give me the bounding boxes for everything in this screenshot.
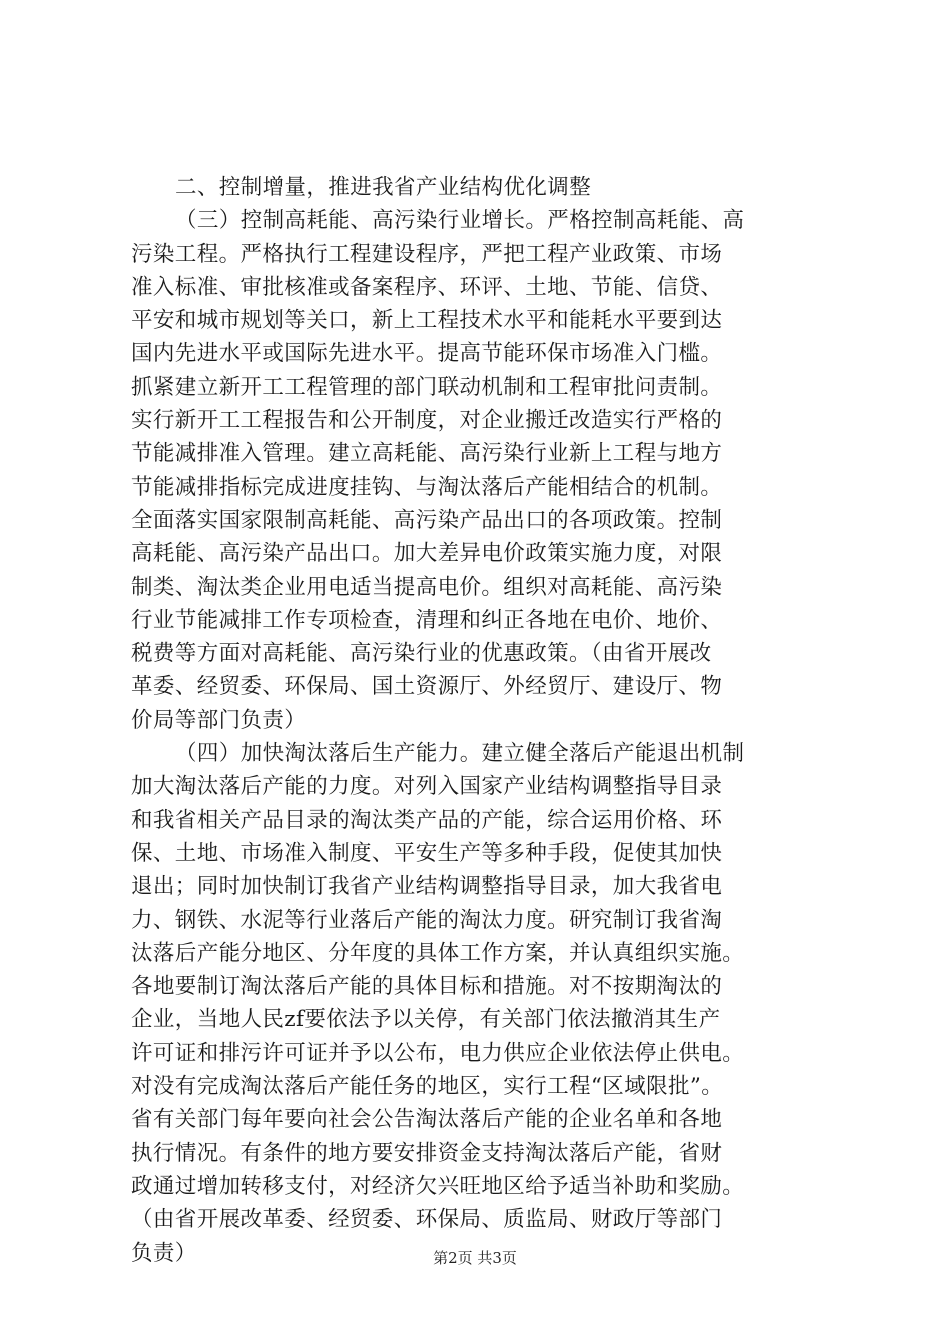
- paragraph-3-line: 全面落实国家限制高耗能、高污染产品出口的各项政策。控制: [131, 507, 723, 533]
- paragraph-4-line: 企业，当地人民zf要依法予以关停，有关部门依法撤消其生产: [131, 1007, 721, 1033]
- section-heading: 二、控制增量，推进我省产业结构优化调整: [175, 175, 592, 200]
- paragraph-3-line: 高耗能、高污染产品出口。加大差异电价政策实施力度，对限: [131, 541, 723, 567]
- paragraph-4-line: 执行情况。有条件的地方要安排资金支持淘汰落后产能，省财: [131, 1140, 723, 1166]
- paragraph-4-line: 政通过增加转移支付，对经济欠兴旺地区给予适当补助和奖励。: [131, 1173, 745, 1199]
- page-footer: 第2页 共3页: [433, 1249, 517, 1267]
- paragraph-3-line: 价局等部门负责）: [131, 707, 307, 733]
- paragraph-3-line: 革委、经贸委、环保局、国土资源厅、外经贸厅、建设厅、物: [131, 674, 723, 700]
- paragraph-4-line: 负责）: [131, 1240, 197, 1266]
- paragraph-4-line: 对没有完成淘汰落后产能任务的地区，实行工程“区域限批”。: [131, 1074, 724, 1100]
- paragraph-4-line: （由省开展改革委、经贸委、环保局、质监局、财政厅等部门: [131, 1207, 723, 1233]
- paragraph-4-line: （四）加快淘汰落后生产能力。建立健全落后产能退出机制: [175, 741, 745, 767]
- paragraph-3-line: 实行新开工工程报告和公开制度，对企业搬迁改造实行严格的: [131, 408, 723, 434]
- paragraph-4-line: 退出；同时加快制订我省产业结构调整指导目录，加大我省电: [131, 874, 723, 900]
- paragraph-3-line: 行业节能减排工作专项检查，清理和纠正各地在电价、地价、: [131, 607, 723, 633]
- paragraph-4-line: 省有关部门每年要向社会公告淘汰落后产能的企业名单和各地: [131, 1107, 723, 1133]
- paragraph-4-line: 力、钢铁、水泥等行业落后产能的淘汰力度。研究制订我省淘: [131, 907, 723, 933]
- paragraph-4-line: 各地要制订淘汰落后产能的具体目标和措施。对不按期淘汰的: [131, 974, 723, 1000]
- paragraph-3-line: 节能减排准入管理。建立高耗能、高污染行业新上工程与地方: [131, 441, 723, 467]
- paragraph-3-line: 污染工程。严格执行工程建设程序，严把工程产业政策、市场: [131, 241, 723, 267]
- paragraph-3-line: 国内先进水平或国际先进水平。提高节能环保市场准入门槛。: [131, 341, 723, 367]
- paragraph-4-line: 加大淘汰落后产能的力度。对列入国家产业结构调整指导目录: [131, 774, 723, 800]
- paragraph-4-line: 汰落后产能分地区、分年度的具体工作方案，并认真组织实施。: [131, 940, 745, 966]
- paragraph-4-line: 和我省相关产品目录的淘汰类产品的产能，综合运用价格、环: [131, 807, 723, 833]
- paragraph-3-line: 税费等方面对高耗能、高污染行业的优惠政策。（由省开展改: [131, 641, 712, 667]
- paragraph-3-line: 准入标准、审批核准或备案程序、环评、土地、节能、信贷、: [131, 274, 723, 300]
- paragraph-3-line: 节能减排指标完成进度挂钩、与淘汰落后产能相结合的机制。: [131, 474, 723, 500]
- document-body: [131, 171, 831, 1270]
- paragraph-3-line: 制类、淘汰类企业用电适当提高电价。组织对高耗能、高污染: [131, 574, 723, 600]
- paragraph-3-line: 平安和城市规划等关口，新上工程技术水平和能耗水平要到达: [131, 308, 723, 334]
- paragraph-3-line: （三）控制高耗能、高污染行业增长。严格控制高耗能、高: [175, 208, 745, 234]
- paragraph-4-line: 保、土地、市场准入制度、平安生产等多种手段，促使其加快: [131, 840, 723, 866]
- paragraph-4-line: 许可证和排污许可证并予以公布，电力供应企业依法停止供电。: [131, 1040, 745, 1066]
- paragraph-3-line: 抓紧建立新开工工程管理的部门联动机制和工程审批问责制。: [131, 374, 723, 400]
